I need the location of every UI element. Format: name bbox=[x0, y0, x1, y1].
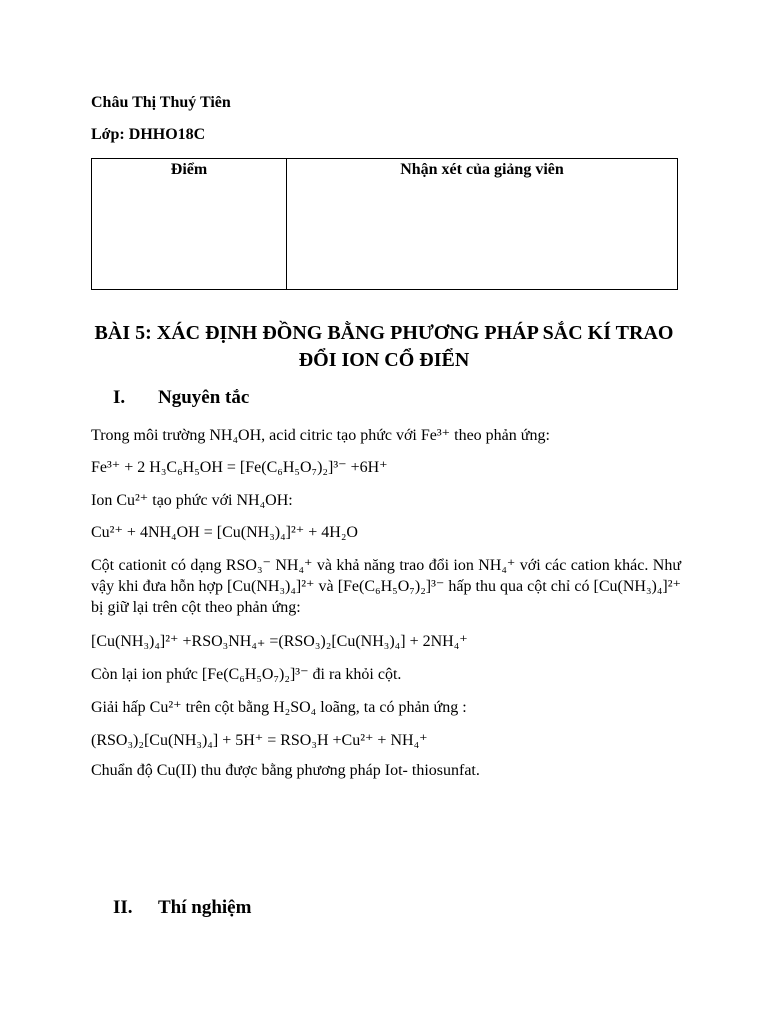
student-name: Châu Thị Thuý Tiên bbox=[91, 94, 231, 111]
score-header: Điểm bbox=[170, 161, 208, 178]
equation-1: Fe³⁺ + 2 H₃C₆H₅OH = [Fe(C₆H₅O₇)₂]³⁻ +6H⁺ bbox=[91, 459, 388, 476]
equation-2: Cu²⁺ + 4NH₄OH = [Cu(NH₃)₄]²⁺ + 4H₂O bbox=[91, 524, 358, 541]
class-label: Lớp: DHHO18C bbox=[91, 126, 206, 143]
grade-table bbox=[91, 158, 678, 290]
equation-3: [Cu(NH₃)₄]²⁺ +RSO₃NH₄₊ =(RSO₃)₂[Cu(NH₃)₄] + 2NH₄⁺ bbox=[91, 633, 468, 650]
score-cell bbox=[92, 159, 287, 290]
section-2-number: II. bbox=[113, 897, 133, 918]
paragraph-6: Chuẩn độ Cu(II) thu được bằng phương pháp Iot- thiosunfat. bbox=[91, 762, 480, 779]
section-1-number: I. bbox=[113, 387, 126, 408]
paragraph-1: Trong môi trường NH₄OH, acid citric tạo phức với Fe³⁺ theo phản ứng: bbox=[91, 427, 550, 444]
equation-4: (RSO₃)₂[Cu(NH₃)₄] + 5H⁺ = RSO₃H +Cu²⁺ + NH₄⁺ bbox=[91, 732, 428, 749]
paragraph-3: Cột cationit có dạng RSO₃⁻ NH₄⁺ và khả năng trao đổi ion NH₄⁺ với các cation khác. Như vậy khi đưa hỗn hợp [Cu(NH₃)₄]²⁺ và [Fe(C₆H₅O₇)₂]³⁻ hấp thu qua cột chỉ có [Cu(NH₃)₄]²⁺ bị giữ lại trên cột theo phản ứng: bbox=[91, 557, 681, 616]
paragraph-2: Ion Cu²⁺ tạo phức với NH₄OH: bbox=[91, 492, 293, 509]
comment-cell bbox=[287, 159, 678, 290]
paragraph-4: Còn lại ion phức [Fe(C₆H₅O₇)₂]³⁻ đi ra khỏi cột. bbox=[91, 666, 402, 683]
page-title-line2: ĐỔI ION CỔ ĐIỂN bbox=[298, 349, 470, 371]
page-title-line1: BÀI 5: XÁC ĐỊNH ĐỒNG BẰNG PHƯƠNG PHÁP SẮC KÍ TRAO bbox=[94, 322, 674, 344]
section-1-title: Nguyên tắc bbox=[158, 387, 250, 408]
comment-header: Nhận xét của giảng viên bbox=[400, 161, 564, 178]
paragraph-5: Giải hấp Cu²⁺ trên cột bằng H₂SO₄ loãng, ta có phản ứng : bbox=[91, 699, 467, 716]
section-2-title: Thí nghiệm bbox=[158, 897, 252, 918]
